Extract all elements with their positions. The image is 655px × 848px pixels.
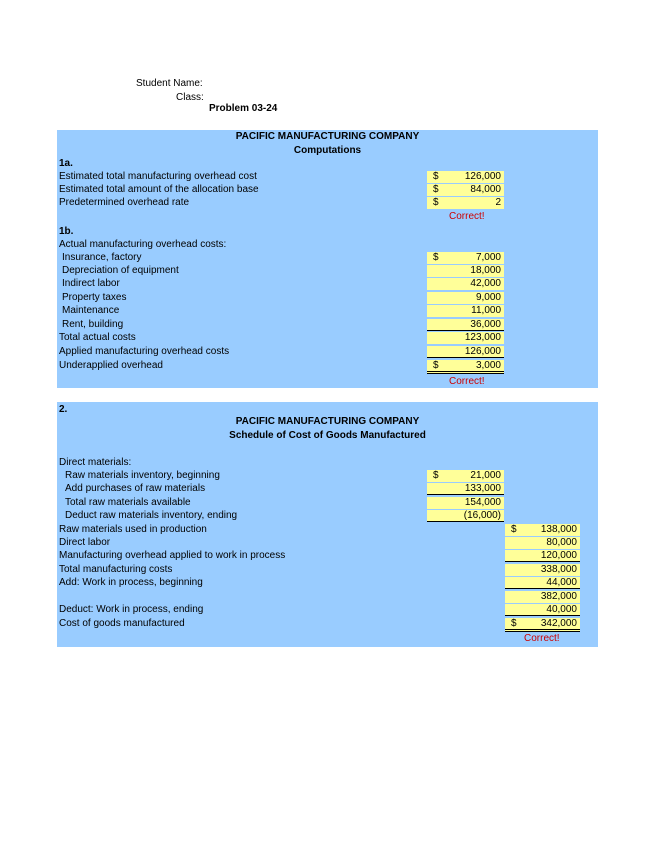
correct-indicator-1b: Correct! bbox=[449, 376, 485, 387]
row-1b-amount: 42,000 bbox=[427, 278, 504, 290]
dm-row-amount: (16,000) bbox=[427, 510, 504, 522]
section-1b-label: 1b. bbox=[59, 226, 74, 237]
cogm-row-label: Cost of goods manufactured bbox=[59, 618, 185, 629]
dm-row-label: Add purchases of raw materials bbox=[65, 483, 206, 494]
cogm-row-amount: 40,000 bbox=[505, 604, 580, 616]
row-1a-label: Predetermined overhead rate bbox=[59, 197, 190, 208]
row-1b-label: Underapplied overhead bbox=[59, 360, 163, 371]
schedule-subtitle: Schedule of Cost of Goods Manufactured bbox=[229, 430, 426, 441]
section-2-label: 2. bbox=[59, 404, 68, 415]
actual-overhead-heading: Actual manufacturing overhead costs: bbox=[59, 239, 227, 250]
direct-materials-heading: Direct materials: bbox=[59, 457, 132, 468]
computations-subtitle: Computations bbox=[293, 145, 362, 156]
dm-row-amount: 154,000 bbox=[427, 497, 504, 509]
row-1b-amount: 123,000 bbox=[427, 332, 504, 344]
class-label: Class: bbox=[176, 92, 204, 103]
cogm-schedule-panel bbox=[57, 402, 598, 647]
row-1b-label: Indirect labor bbox=[62, 278, 120, 289]
row-1b-label: Depreciation of equipment bbox=[62, 265, 179, 276]
cogm-subtotal-amount: 382,000 bbox=[505, 591, 580, 603]
cogm-row-label: Manufacturing overhead applied to work in process bbox=[59, 550, 286, 561]
row-1b-label: Insurance, factory bbox=[62, 252, 142, 263]
row-1b-amount: 126,000 bbox=[427, 346, 504, 358]
row-1b-label: Property taxes bbox=[62, 292, 127, 303]
cogm-row-amount: $ 138,000 bbox=[505, 524, 580, 536]
dm-row-label: Deduct raw materials inventory, ending bbox=[65, 510, 238, 521]
row-1b-amount: 18,000 bbox=[427, 265, 504, 277]
row-1a-label: Estimated total manufacturing overhead cost bbox=[59, 171, 257, 182]
dm-row-amount: 133,000 bbox=[427, 483, 504, 495]
row-1b-amount: $ 3,000 bbox=[427, 360, 504, 374]
company-title-2: PACIFIC MANUFACTURING COMPANY bbox=[235, 416, 420, 427]
dm-row-label: Raw materials inventory, beginning bbox=[65, 470, 220, 481]
row-1a-amount: $ 84,000 bbox=[427, 184, 504, 196]
cogm-row-label: Direct labor bbox=[59, 537, 111, 548]
row-1a-amount: $ 126,000 bbox=[427, 171, 504, 183]
cogm-row-amount: 338,000 bbox=[505, 564, 580, 576]
cogm-row-label: Deduct: Work in process, ending bbox=[59, 604, 204, 615]
computations-panel bbox=[57, 130, 598, 388]
row-1a-label: Estimated total amount of the allocation base bbox=[59, 184, 259, 195]
row-1b-amount: 11,000 bbox=[427, 305, 504, 317]
row-1b-label: Rent, building bbox=[62, 319, 124, 330]
row-1b-label: Total actual costs bbox=[59, 332, 136, 343]
company-title-1: PACIFIC MANUFACTURING COMPANY bbox=[235, 131, 420, 142]
row-1b-amount: $ 7,000 bbox=[427, 252, 504, 264]
row-1b-label: Applied manufacturing overhead costs bbox=[59, 346, 230, 357]
row-1b-label: Maintenance bbox=[62, 305, 120, 316]
dm-row-label: Total raw materials available bbox=[65, 497, 191, 508]
correct-indicator-2: Correct! bbox=[524, 633, 560, 644]
student-name-label: Student Name: bbox=[136, 78, 203, 89]
cogm-row-label: Raw materials used in production bbox=[59, 524, 207, 535]
section-1a-label: 1a. bbox=[59, 158, 73, 169]
cogm-row-label: Add: Work in process, beginning bbox=[59, 577, 203, 588]
cogm-row-label: Total manufacturing costs bbox=[59, 564, 173, 575]
cogm-total-amount: $ 342,000 bbox=[505, 618, 580, 632]
correct-indicator-1a: Correct! bbox=[449, 211, 485, 222]
problem-title: Problem 03-24 bbox=[209, 103, 278, 114]
cogm-row-amount: 44,000 bbox=[505, 577, 580, 589]
cogm-row-amount: 80,000 bbox=[505, 537, 580, 549]
dm-row-amount: $ 21,000 bbox=[427, 470, 504, 482]
row-1b-amount: 36,000 bbox=[427, 319, 504, 331]
row-1b-amount: 9,000 bbox=[427, 292, 504, 304]
cogm-row-amount: 120,000 bbox=[505, 550, 580, 562]
row-1a-amount: $ 2 bbox=[427, 197, 504, 209]
